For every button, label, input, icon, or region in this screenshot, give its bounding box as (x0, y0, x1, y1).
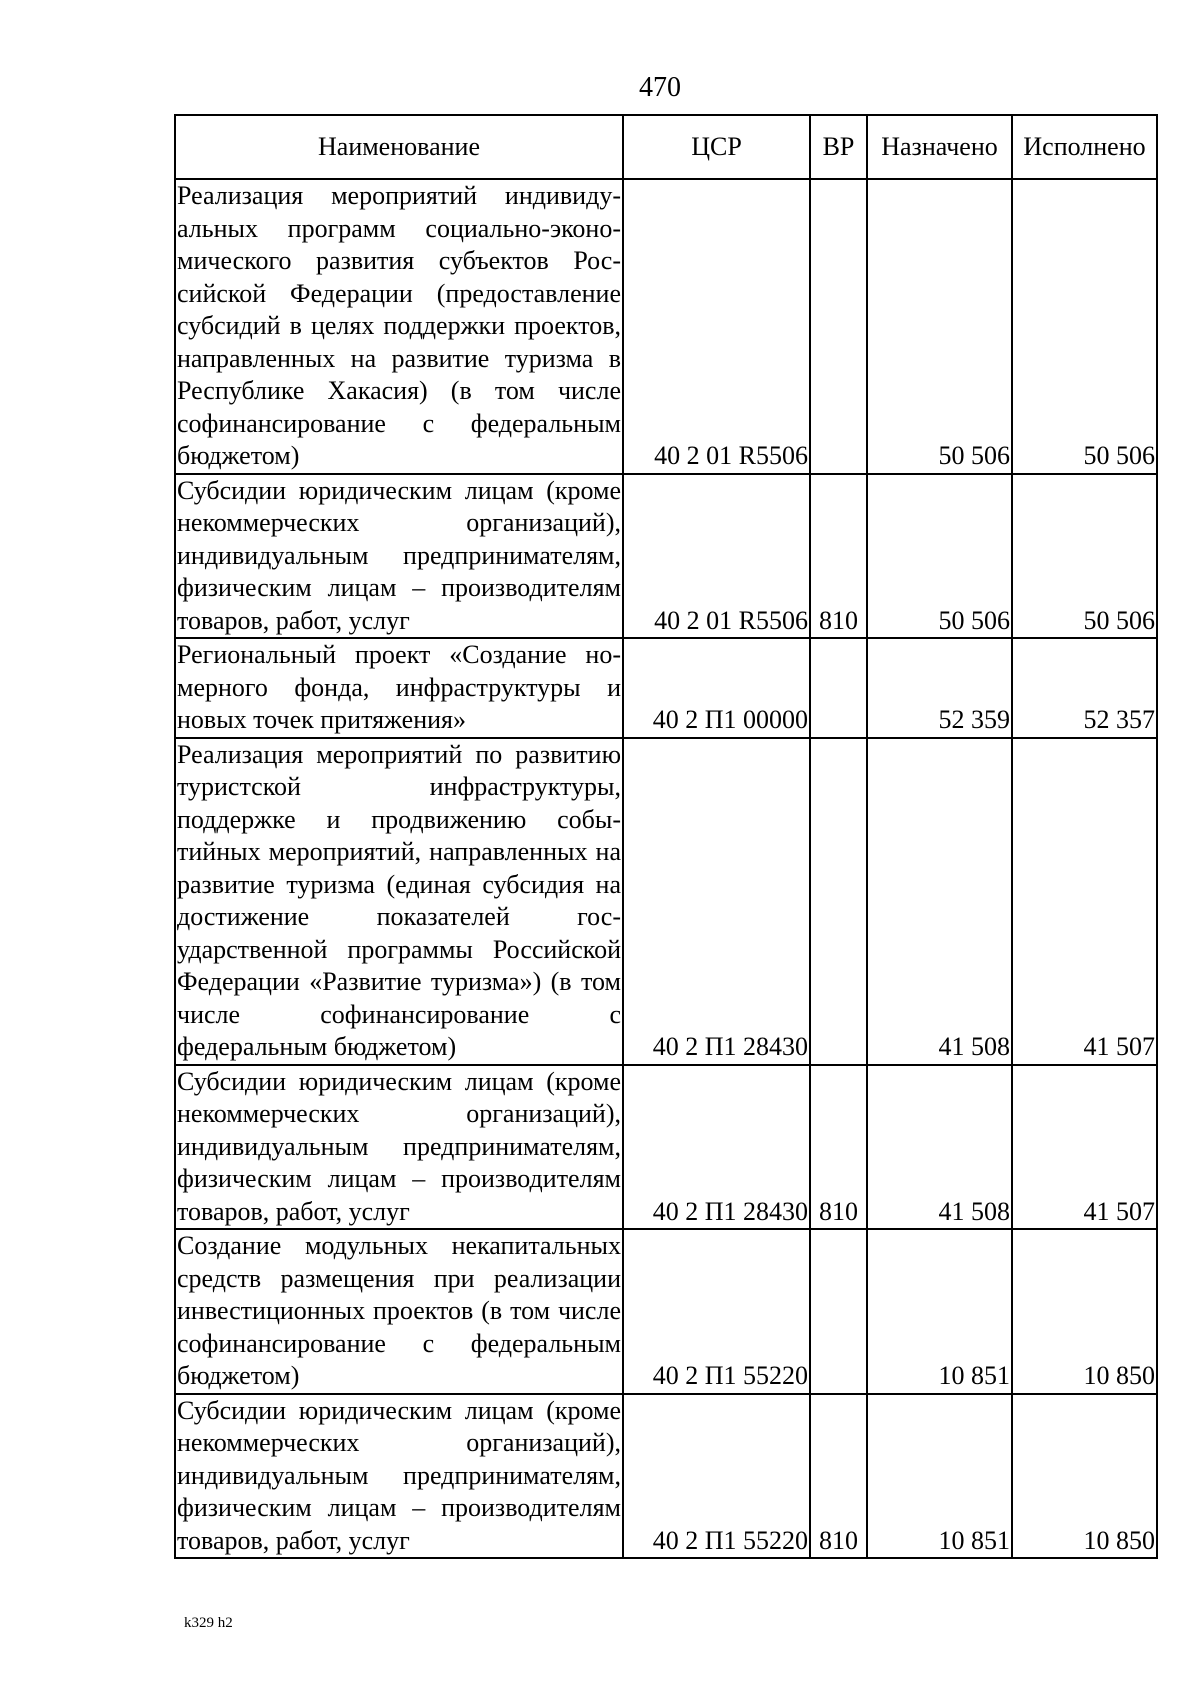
footer-code: k329 h2 (184, 1615, 233, 1631)
table-row (175, 179, 1157, 474)
header-vr: ВР (810, 115, 867, 179)
row-name: Реализация мероприятий по развитию туристской инфраструктуры, поддержке и продвижению событийных мероприятий, направленных на развитие туризма (единая субсидия на достижение показателей государственной программы Российской Федерации «Развитие туризма») (в том числе софинансирование с федеральным бюджетом) (175, 738, 623, 1065)
row-name: Субсидии юридическим лицам (кроме некоммерческих организаций), индивидуальным предпринимателям, физическим лицам – производителям товаров, работ, услуг (175, 474, 623, 639)
table-row (175, 1394, 1157, 1559)
row-csr: 40 2 01 R5506 (623, 179, 810, 474)
row-executed: 10 850 (1012, 1394, 1157, 1559)
header-assigned: Назначено (867, 115, 1012, 179)
row-name: Субсидии юридическим лицам (кроме некоммерческих организаций), индивидуальным предпринимателям, физическим лицам – производителям товаров, работ, услуг (175, 1394, 623, 1559)
row-assigned: 10 851 (867, 1394, 1012, 1559)
row-name: Региональный проект «Создание номерного фонда, инфраструктуры и новых точек притяжения» (175, 638, 623, 738)
row-assigned: 52 359 (867, 638, 1012, 738)
row-executed: 50 506 (1012, 474, 1157, 639)
row-executed: 52 357 (1012, 638, 1157, 738)
row-assigned: 50 506 (867, 474, 1012, 639)
row-vr: 810 (810, 1394, 867, 1559)
row-name: Создание модульных некапитальных средств размещения при реализации инвестиционных проектов (в том числе софинансирование с федеральным бюджетом) (175, 1229, 623, 1394)
header-executed: Исполнено (1012, 115, 1157, 179)
header-csr: ЦСР (623, 115, 810, 179)
row-assigned: 41 508 (867, 1065, 1012, 1230)
row-name: Реализация мероприятий индивидуальных программ социально-экономического развития субъектов Российской Федерации (предоставление субсидий в целях поддержки проектов, направленных на развитие туризма в Республике Хакасия) (в том числе софинансирование с федеральным бюджетом) (175, 179, 623, 474)
table-row (175, 1065, 1157, 1230)
table-row (175, 474, 1157, 639)
header-name: Наименование (175, 115, 623, 179)
row-executed: 10 850 (1012, 1229, 1157, 1394)
row-vr (810, 1229, 867, 1394)
page-number: 470 (639, 72, 681, 103)
row-executed: 41 507 (1012, 738, 1157, 1065)
row-vr (810, 638, 867, 738)
row-csr: 40 2 01 R5506 (623, 474, 810, 639)
row-assigned: 10 851 (867, 1229, 1012, 1394)
table-row (175, 638, 1157, 738)
row-vr (810, 738, 867, 1065)
row-vr: 810 (810, 474, 867, 639)
row-assigned: 41 508 (867, 738, 1012, 1065)
row-name: Субсидии юридическим лицам (кроме некоммерческих организаций), индивидуальным предпринимателям, физическим лицам – производителям товаров, работ, услуг (175, 1065, 623, 1230)
budget-table (174, 114, 1158, 1559)
row-executed: 50 506 (1012, 179, 1157, 474)
table-header-row (175, 115, 1157, 179)
row-csr: 40 2 П1 55220 (623, 1394, 810, 1559)
table-row (175, 738, 1157, 1065)
row-vr (810, 179, 867, 474)
row-csr: 40 2 П1 00000 (623, 638, 810, 738)
row-csr: 40 2 П1 55220 (623, 1229, 810, 1394)
row-vr: 810 (810, 1065, 867, 1230)
row-executed: 41 507 (1012, 1065, 1157, 1230)
row-csr: 40 2 П1 28430 (623, 1065, 810, 1230)
row-assigned: 50 506 (867, 179, 1012, 474)
row-csr: 40 2 П1 28430 (623, 738, 810, 1065)
table-row (175, 1229, 1157, 1394)
